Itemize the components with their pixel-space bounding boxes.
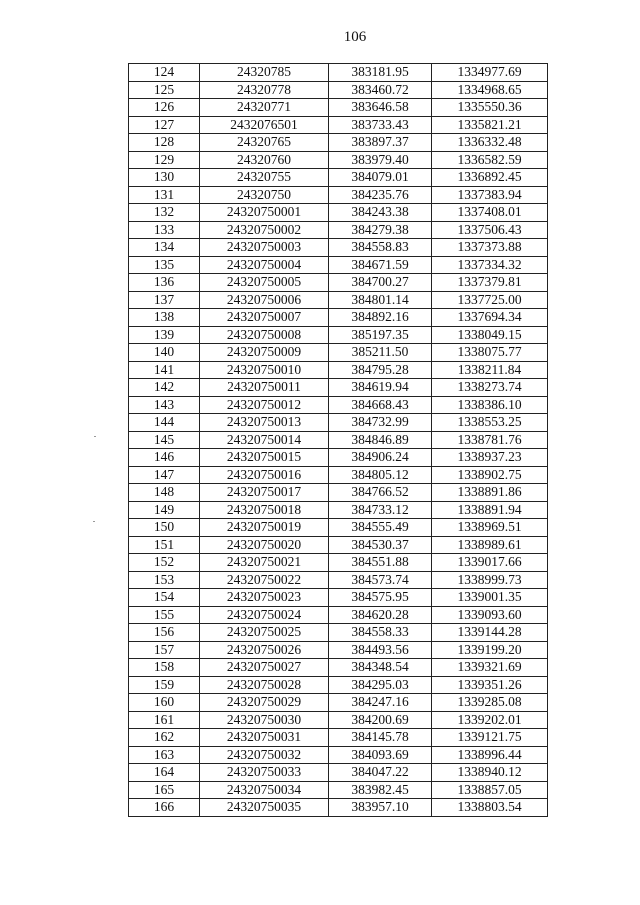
point-number-cell: 147	[129, 466, 200, 484]
y-coordinate-cell: 1339001.35	[432, 589, 548, 607]
point-number-cell: 164	[129, 764, 200, 782]
x-coordinate-cell: 385197.35	[329, 326, 432, 344]
table-row	[129, 729, 548, 747]
x-coordinate-cell: 384295.03	[329, 676, 432, 694]
point-id-cell: 24320750024	[200, 606, 329, 624]
y-coordinate-cell: 1338857.05	[432, 781, 548, 799]
x-coordinate-cell: 384668.43	[329, 396, 432, 414]
table-row	[129, 466, 548, 484]
table-row	[129, 361, 548, 379]
y-coordinate-cell: 1336582.59	[432, 151, 548, 169]
point-number-cell: 155	[129, 606, 200, 624]
point-id-cell: 24320750001	[200, 204, 329, 222]
table-row	[129, 431, 548, 449]
point-number-cell: 159	[129, 676, 200, 694]
point-id-cell: 24320750034	[200, 781, 329, 799]
x-coordinate-cell: 384766.52	[329, 484, 432, 502]
point-number-cell: 138	[129, 309, 200, 327]
x-coordinate-cell: 383646.58	[329, 99, 432, 117]
point-id-cell: 24320750023	[200, 589, 329, 607]
x-coordinate-cell: 383957.10	[329, 799, 432, 817]
x-coordinate-cell: 384700.27	[329, 274, 432, 292]
point-id-cell: 24320750016	[200, 466, 329, 484]
point-id-cell: 24320755	[200, 169, 329, 187]
point-number-cell: 136	[129, 274, 200, 292]
x-coordinate-cell: 383181.95	[329, 64, 432, 82]
point-id-cell: 24320750020	[200, 536, 329, 554]
point-number-cell: 142	[129, 379, 200, 397]
x-coordinate-cell: 384555.49	[329, 519, 432, 537]
point-id-cell: 24320750011	[200, 379, 329, 397]
y-coordinate-cell: 1338891.86	[432, 484, 548, 502]
point-number-cell: 153	[129, 571, 200, 589]
table-row	[129, 449, 548, 467]
y-coordinate-cell: 1339285.08	[432, 694, 548, 712]
table-row	[129, 589, 548, 607]
table-row	[129, 711, 548, 729]
point-number-cell: 163	[129, 746, 200, 764]
point-number-cell: 161	[129, 711, 200, 729]
point-number-cell: 125	[129, 81, 200, 99]
point-number-cell: 145	[129, 431, 200, 449]
point-number-cell: 148	[129, 484, 200, 502]
point-id-cell: 24320750004	[200, 256, 329, 274]
point-number-cell: 132	[129, 204, 200, 222]
point-number-cell: 144	[129, 414, 200, 432]
y-coordinate-cell: 1335821.21	[432, 116, 548, 134]
y-coordinate-cell: 1338989.61	[432, 536, 548, 554]
point-id-cell: 24320750015	[200, 449, 329, 467]
y-coordinate-cell: 1338273.74	[432, 379, 548, 397]
point-id-cell: 24320750012	[200, 396, 329, 414]
y-coordinate-cell: 1339121.75	[432, 729, 548, 747]
point-id-cell: 2432076501	[200, 116, 329, 134]
y-coordinate-cell: 1339321.69	[432, 659, 548, 677]
point-id-cell: 24320750	[200, 186, 329, 204]
point-number-cell: 151	[129, 536, 200, 554]
point-number-cell: 139	[129, 326, 200, 344]
point-id-cell: 24320750010	[200, 361, 329, 379]
table-row	[129, 134, 548, 152]
point-number-cell: 126	[129, 99, 200, 117]
point-id-cell: 24320750032	[200, 746, 329, 764]
x-coordinate-cell: 384892.16	[329, 309, 432, 327]
x-coordinate-cell: 384619.94	[329, 379, 432, 397]
x-coordinate-cell: 384079.01	[329, 169, 432, 187]
point-id-cell: 24320750022	[200, 571, 329, 589]
y-coordinate-cell: 1338996.44	[432, 746, 548, 764]
y-coordinate-cell: 1337506.43	[432, 221, 548, 239]
point-number-cell: 124	[129, 64, 200, 82]
table-row	[129, 81, 548, 99]
point-id-cell: 24320750008	[200, 326, 329, 344]
table-row	[129, 746, 548, 764]
y-coordinate-cell: 1338553.25	[432, 414, 548, 432]
table-row	[129, 536, 548, 554]
x-coordinate-cell: 384530.37	[329, 536, 432, 554]
point-number-cell: 160	[129, 694, 200, 712]
y-coordinate-cell: 1338386.10	[432, 396, 548, 414]
point-number-cell: 150	[129, 519, 200, 537]
point-id-cell: 24320750033	[200, 764, 329, 782]
point-number-cell: 137	[129, 291, 200, 309]
table-row	[129, 781, 548, 799]
y-coordinate-cell: 1338940.12	[432, 764, 548, 782]
table-row	[129, 659, 548, 677]
table-row	[129, 64, 548, 82]
table-row	[129, 344, 548, 362]
point-id-cell: 24320750029	[200, 694, 329, 712]
x-coordinate-cell: 384047.22	[329, 764, 432, 782]
x-coordinate-cell: 384573.74	[329, 571, 432, 589]
point-id-cell: 24320750028	[200, 676, 329, 694]
table-row	[129, 501, 548, 519]
point-number-cell: 133	[129, 221, 200, 239]
y-coordinate-cell: 1337373.88	[432, 239, 548, 257]
table-row	[129, 291, 548, 309]
y-coordinate-cell: 1338211.84	[432, 361, 548, 379]
point-id-cell: 24320750017	[200, 484, 329, 502]
y-coordinate-cell: 1339017.66	[432, 554, 548, 572]
point-number-cell: 143	[129, 396, 200, 414]
x-coordinate-cell: 384243.38	[329, 204, 432, 222]
table-row	[129, 396, 548, 414]
point-id-cell: 24320750025	[200, 624, 329, 642]
table-row	[129, 221, 548, 239]
point-id-cell: 24320778	[200, 81, 329, 99]
point-number-cell: 162	[129, 729, 200, 747]
table-row	[129, 99, 548, 117]
table-row	[129, 694, 548, 712]
x-coordinate-cell: 384558.83	[329, 239, 432, 257]
x-coordinate-cell: 384801.14	[329, 291, 432, 309]
point-id-cell: 24320750027	[200, 659, 329, 677]
point-number-cell: 158	[129, 659, 200, 677]
y-coordinate-cell: 1334968.65	[432, 81, 548, 99]
table-row	[129, 554, 548, 572]
point-id-cell: 24320765	[200, 134, 329, 152]
scan-speck	[93, 521, 95, 522]
x-coordinate-cell: 384493.56	[329, 641, 432, 659]
table-row	[129, 519, 548, 537]
table-row	[129, 606, 548, 624]
point-number-cell: 157	[129, 641, 200, 659]
x-coordinate-cell: 384906.24	[329, 449, 432, 467]
table-row	[129, 151, 548, 169]
point-id-cell: 24320750009	[200, 344, 329, 362]
y-coordinate-cell: 1338969.51	[432, 519, 548, 537]
point-number-cell: 135	[129, 256, 200, 274]
table-row	[129, 799, 548, 817]
y-coordinate-cell: 1337383.94	[432, 186, 548, 204]
y-coordinate-cell: 1337408.01	[432, 204, 548, 222]
point-number-cell: 129	[129, 151, 200, 169]
point-id-cell: 24320750021	[200, 554, 329, 572]
point-number-cell: 154	[129, 589, 200, 607]
point-number-cell: 166	[129, 799, 200, 817]
y-coordinate-cell: 1338803.54	[432, 799, 548, 817]
x-coordinate-cell: 384200.69	[329, 711, 432, 729]
point-number-cell: 152	[129, 554, 200, 572]
x-coordinate-cell: 384805.12	[329, 466, 432, 484]
point-id-cell: 24320750026	[200, 641, 329, 659]
y-coordinate-cell: 1339202.01	[432, 711, 548, 729]
point-id-cell: 24320785	[200, 64, 329, 82]
point-id-cell: 24320771	[200, 99, 329, 117]
table-row	[129, 239, 548, 257]
table-row	[129, 116, 548, 134]
x-coordinate-cell: 383897.37	[329, 134, 432, 152]
point-id-cell: 24320750007	[200, 309, 329, 327]
y-coordinate-cell: 1338891.94	[432, 501, 548, 519]
point-id-cell: 24320760	[200, 151, 329, 169]
table-row	[129, 484, 548, 502]
x-coordinate-cell: 384235.76	[329, 186, 432, 204]
x-coordinate-cell: 383979.40	[329, 151, 432, 169]
point-id-cell: 24320750019	[200, 519, 329, 537]
y-coordinate-cell: 1338781.76	[432, 431, 548, 449]
point-number-cell: 146	[129, 449, 200, 467]
table-row	[129, 204, 548, 222]
table-row	[129, 169, 548, 187]
x-coordinate-cell: 384620.28	[329, 606, 432, 624]
point-number-cell: 140	[129, 344, 200, 362]
y-coordinate-cell: 1337725.00	[432, 291, 548, 309]
table-row	[129, 256, 548, 274]
y-coordinate-cell: 1338049.15	[432, 326, 548, 344]
x-coordinate-cell: 383733.43	[329, 116, 432, 134]
table-row	[129, 624, 548, 642]
point-id-cell: 24320750030	[200, 711, 329, 729]
point-id-cell: 24320750005	[200, 274, 329, 292]
point-number-cell: 156	[129, 624, 200, 642]
y-coordinate-cell: 1335550.36	[432, 99, 548, 117]
x-coordinate-cell: 383982.45	[329, 781, 432, 799]
table-row	[129, 676, 548, 694]
y-coordinate-cell: 1337334.32	[432, 256, 548, 274]
point-id-cell: 24320750018	[200, 501, 329, 519]
x-coordinate-cell: 384247.16	[329, 694, 432, 712]
coordinates-table-body	[129, 64, 548, 817]
x-coordinate-cell: 384846.89	[329, 431, 432, 449]
table-row	[129, 414, 548, 432]
x-coordinate-cell: 384575.95	[329, 589, 432, 607]
x-coordinate-cell: 384279.38	[329, 221, 432, 239]
table-row	[129, 309, 548, 327]
y-coordinate-cell: 1337694.34	[432, 309, 548, 327]
x-coordinate-cell: 384733.12	[329, 501, 432, 519]
point-number-cell: 127	[129, 116, 200, 134]
point-id-cell: 24320750031	[200, 729, 329, 747]
point-id-cell: 24320750003	[200, 239, 329, 257]
point-number-cell: 134	[129, 239, 200, 257]
x-coordinate-cell: 384558.33	[329, 624, 432, 642]
y-coordinate-cell: 1339351.26	[432, 676, 548, 694]
x-coordinate-cell: 383460.72	[329, 81, 432, 99]
table-row	[129, 274, 548, 292]
x-coordinate-cell: 384795.28	[329, 361, 432, 379]
page-number: 106	[343, 29, 367, 45]
x-coordinate-cell: 385211.50	[329, 344, 432, 362]
point-number-cell: 149	[129, 501, 200, 519]
scan-speck	[94, 436, 96, 437]
y-coordinate-cell: 1338999.73	[432, 571, 548, 589]
x-coordinate-cell: 384732.99	[329, 414, 432, 432]
point-id-cell: 24320750014	[200, 431, 329, 449]
point-id-cell: 24320750006	[200, 291, 329, 309]
x-coordinate-cell: 384348.54	[329, 659, 432, 677]
point-id-cell: 24320750013	[200, 414, 329, 432]
table-row	[129, 379, 548, 397]
table-row	[129, 326, 548, 344]
point-number-cell: 165	[129, 781, 200, 799]
point-number-cell: 141	[129, 361, 200, 379]
y-coordinate-cell: 1336332.48	[432, 134, 548, 152]
y-coordinate-cell: 1338902.75	[432, 466, 548, 484]
point-id-cell: 24320750035	[200, 799, 329, 817]
x-coordinate-cell: 384093.69	[329, 746, 432, 764]
point-number-cell: 128	[129, 134, 200, 152]
y-coordinate-cell: 1339093.60	[432, 606, 548, 624]
table-row	[129, 186, 548, 204]
point-number-cell: 131	[129, 186, 200, 204]
point-id-cell: 24320750002	[200, 221, 329, 239]
y-coordinate-cell: 1336892.45	[432, 169, 548, 187]
x-coordinate-cell: 384671.59	[329, 256, 432, 274]
table-row	[129, 764, 548, 782]
y-coordinate-cell: 1334977.69	[432, 64, 548, 82]
x-coordinate-cell: 384551.88	[329, 554, 432, 572]
y-coordinate-cell: 1337379.81	[432, 274, 548, 292]
coordinates-table	[128, 63, 548, 817]
table-row	[129, 571, 548, 589]
table-row	[129, 641, 548, 659]
y-coordinate-cell: 1338075.77	[432, 344, 548, 362]
x-coordinate-cell: 384145.78	[329, 729, 432, 747]
y-coordinate-cell: 1339144.28	[432, 624, 548, 642]
y-coordinate-cell: 1339199.20	[432, 641, 548, 659]
y-coordinate-cell: 1338937.23	[432, 449, 548, 467]
point-number-cell: 130	[129, 169, 200, 187]
